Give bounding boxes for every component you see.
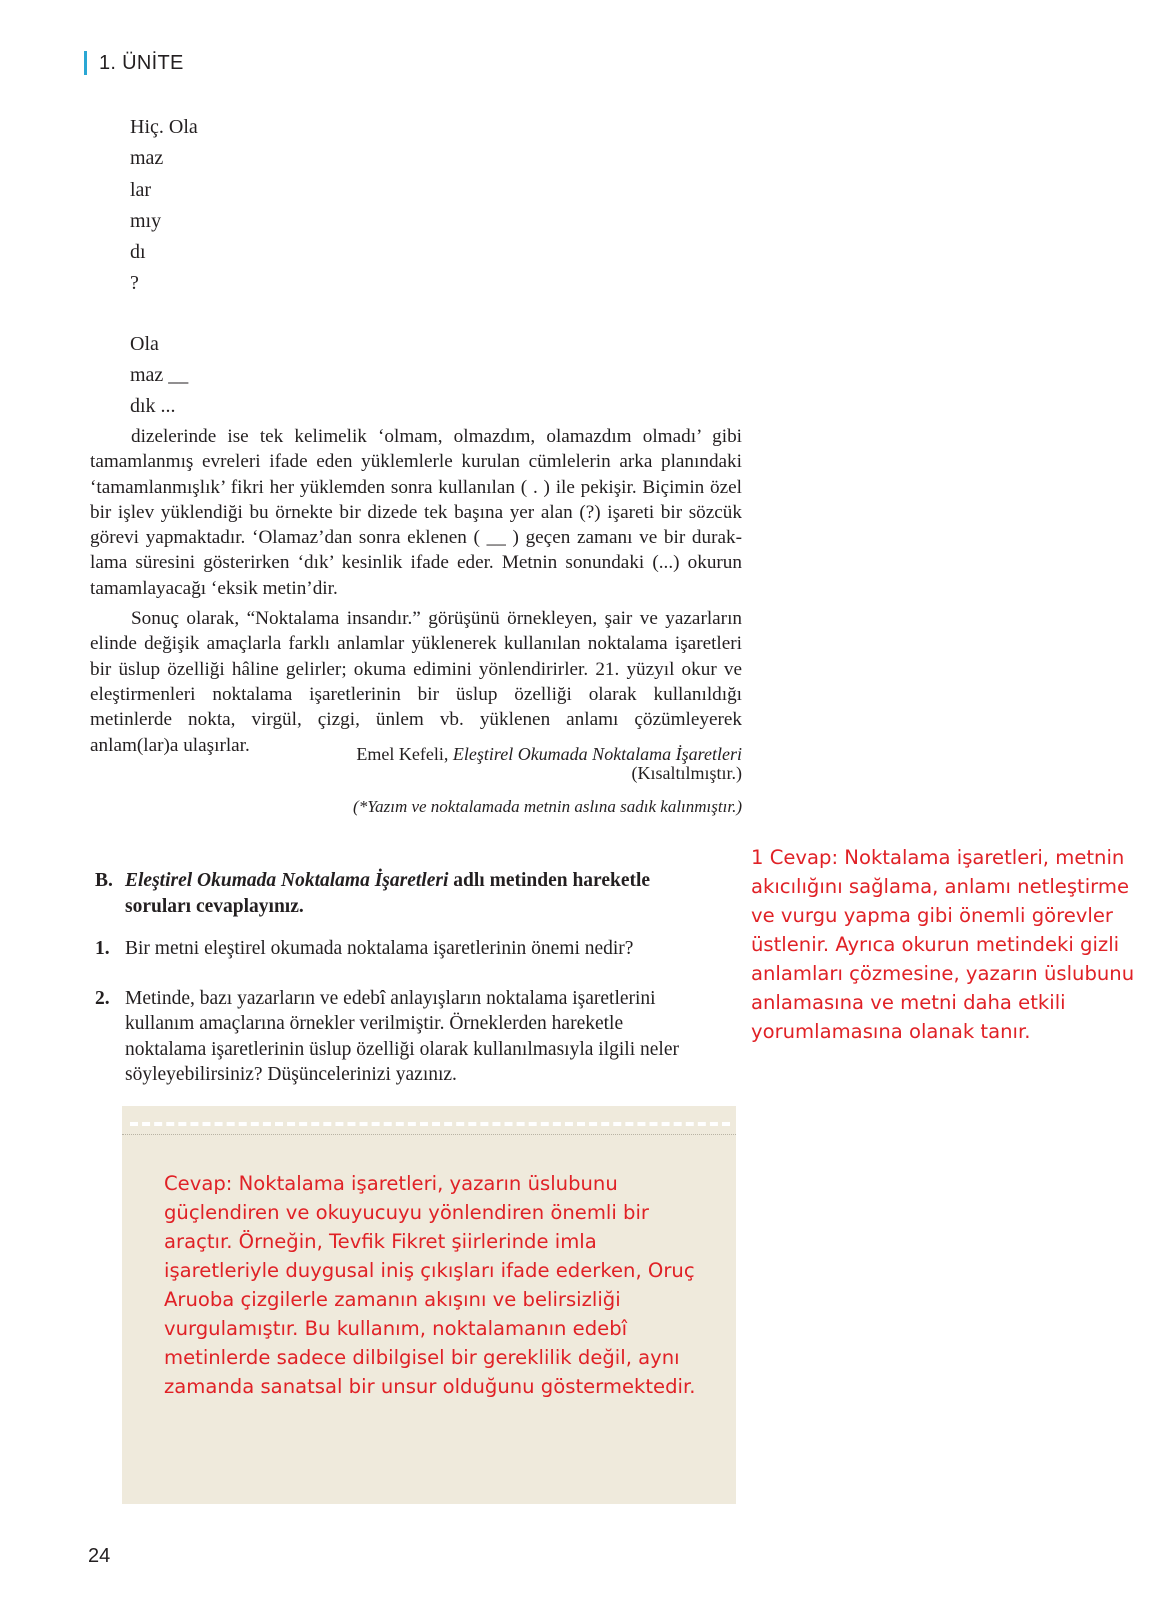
source-author: Emel Kefeli, xyxy=(356,744,449,764)
poem-line: ? xyxy=(130,272,139,295)
poem-line: dık ... xyxy=(130,395,176,418)
poem-line: dı xyxy=(130,241,146,264)
source-citation xyxy=(90,745,742,783)
page-header xyxy=(84,50,184,76)
task-section xyxy=(95,868,705,1088)
task-title-rest: adlı metinden hareketle soruları cevaplayınız. xyxy=(125,870,651,917)
task-title-italic: Eleştirel Okumada Noktalama İşaretleri xyxy=(125,870,449,891)
question-text: Metinde, bazı yazarların ve edebî anlayışların noktalama işaretlerini kullanım amaçlarına örnekler verilmiştir. Örneklerden hareketle noktalama işaretlerinin üslup özelliği olarak kullanılmasıyla ilgili neler söyleyebilirsiniz? Düşüncelerinizi yazınız. xyxy=(125,987,679,1085)
answer-writing-area[interactable] xyxy=(122,1106,736,1504)
source-abridged: (Kısaltılmıştır.) xyxy=(631,763,742,783)
question-2 xyxy=(95,986,705,1088)
poem-line: Hiç. Ola xyxy=(130,116,198,138)
source-note: (*Yazım ve noktalamada metnin aslına sadık kalınmıştır.) xyxy=(353,797,742,816)
question-1 xyxy=(95,936,705,962)
answer-2-text: Cevap: Noktalama işaretleri, yazarın üslubunu güçlendiren ve okuyucuyu yönlendiren önemli bir araçtır. Örneğin, Tevfik Fikret şiirlerinde imla işaretleriyle duygusal iniş çıkışları ifade ederken, Oruç Aruoba çizgilerle zamanın akışını ve belirsizliği vurgulamıştır. Bu kullanım, noktalamanın edebî metinlerde sadece dilbilgisel bir gereklilik değil, aynı zamanda sanatsal bir unsur olduğunu göstermektedir. xyxy=(164,1172,696,1398)
poem-excerpt xyxy=(130,112,430,423)
stanza-gap xyxy=(130,300,430,329)
question-text: Bir metni eleştirel okumada noktalama işaretlerinin önemi nedir? xyxy=(125,938,634,959)
unit-title: 1. ÜNİTE xyxy=(99,51,184,74)
page-number: 24 xyxy=(88,1545,111,1567)
dotted-line xyxy=(122,1134,736,1135)
task-label: B. xyxy=(95,870,113,891)
answer-1-annotation: 1 Cevap: Noktalama işaretleri, metnin akıcılığını sağlama, anlamı netleştirme ve vurgu yapma gibi önemli görevler üstlenir. Ayrıca okurun metindeki gizli anlamları çözmesine, yazarın üslubunu anlamasına ve metni daha etkili yorumlamasına olanak tanır. xyxy=(751,846,1135,1043)
question-number: 1. xyxy=(95,938,110,959)
body-paragraph-1: dizelerinde ise tek kelimelik ‘olmam, olmazdım, olamazdım olmadı’ gibi tamamlanmış evreleri ifade eden yüklemlerle kurulan cümlelerin arka planındaki ‘tamamlanmışlık’ fikri her yüklemden sonra kullanılan ( . ) ile pekişir. Biçimin özel bir işlev yüklendiği bu örnekte bir dizede tek başına yer alan (?) işareti bir sözcük görevi yapmaktadır. ‘Olamaz’dan sonra eklenen ( __ ) geçen zamanı ve bir duraklama süresini gösterirken ‘dık’ kesinlik ifade eder. Metnin sonundaki (...) okurun tamamlayacağı ‘eksik metin’dir. xyxy=(90,426,742,599)
poem-line: Ola xyxy=(130,332,159,355)
poem-line: mıy xyxy=(130,209,162,232)
question-number: 2. xyxy=(95,987,110,1009)
dashed-divider xyxy=(130,1122,730,1126)
task-instruction xyxy=(125,868,705,919)
poem-line: maz xyxy=(130,147,164,170)
poem-line: maz __ xyxy=(130,364,189,387)
body-paragraph-2: Sonuç olarak, “Noktalama insandır.” görüşünü örnekleyen, şair ve yazarların elinde değişik amaçlarla farklı anlamlar yüklenerek kullanılan noktalama işaretleri bir üslup özelliği hâline gelirler; okuma edimini yönlendirirler. 21. yüzyıl okur ve eleştirmenleri noktalama işaretlerinin bir üslup özelliği olarak kullanıldığı metinlerde nokta, virgül, çizgi, ünlem vb. yüklenen anlamı çözümleyerek anlam(lar)a ulaşırlar. xyxy=(90,608,742,756)
article-body xyxy=(90,424,742,758)
task-heading xyxy=(95,868,705,919)
source-work-title: Eleştirel Okumada Noktalama İşaretleri xyxy=(452,744,742,764)
header-accent-bar xyxy=(84,51,87,75)
poem-line: lar xyxy=(130,178,152,201)
